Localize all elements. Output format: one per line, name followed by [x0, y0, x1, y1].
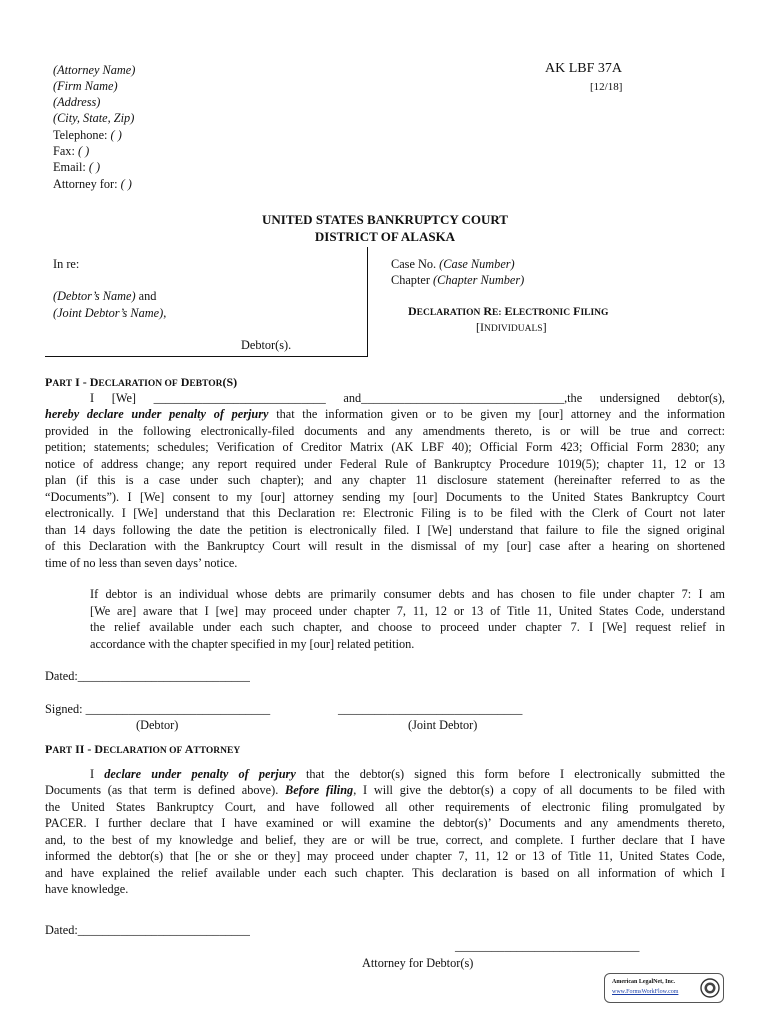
publisher-url[interactable]: www.FormsWorkFlow.com — [612, 989, 679, 995]
comma: , — [163, 306, 167, 320]
part1-line: “Documents”). I [We] consent to my [our] attorney sending my [our] Documents to the United States Bankruptcy Court — [45, 490, 725, 504]
part1-line: provided in the following electronically-filed documents and any amendments thereto, is or will be true and correct: — [45, 424, 725, 438]
chapter7-line: accordance with the chapter specified in my [our] related petition. — [90, 637, 415, 651]
joint-debtor-name: (Joint Debtor’s Name) — [53, 306, 164, 320]
part1-dated-field[interactable]: Dated:____________________________ — [45, 669, 250, 683]
debtor-name-line — [53, 288, 156, 304]
address: (Address) — [53, 95, 101, 109]
attorney-name: (Attorney Name) — [53, 63, 136, 77]
form-id: AK LBF 37A — [545, 61, 623, 76]
debtor-signature-field[interactable]: Signed: ______________________________ — [45, 702, 271, 716]
part1-line: time of no less than seven days’ notice. — [45, 556, 238, 570]
caption-vertical-rule — [367, 247, 368, 357]
part1-line: I [We] ____________________________ and_________________________________,the undersigned debtor(s), — [90, 391, 725, 405]
attorney-signature-caption: Attorney for Debtor(s) — [362, 956, 474, 970]
debtor-caption: (Debtor) — [136, 718, 179, 732]
chapter7-line: [We are] aware that I [we] may proceed under chapter 7, 11, 12 or 13 of Title 11, United States Code, understand — [90, 604, 725, 618]
part1-line: petition; statements; schedules; Verification of Creditor Matrix (AK LBF 40); Official Form 423; Official Form 2830; any — [45, 440, 725, 454]
part2-line: the United States Bankruptcy Court, and have followed all other requirements of electronic filing promulgated by — [45, 800, 725, 814]
telephone-label: Telephone: — [53, 128, 108, 142]
and-word: and — [135, 289, 157, 303]
joint-debtor-signature-field[interactable]: ______________________________ — [338, 702, 523, 716]
city-state-zip: (City, State, Zip) — [53, 111, 135, 125]
part1-heading: PART I - DECLARATION OF DEBTOR(S) — [45, 375, 238, 389]
court-title — [0, 211, 770, 245]
case-no-label: Case No. — [391, 257, 437, 271]
part2-line: Documents (as that term is defined above). Before filing, I will give the debtor(s) a copy of all documents to be filed with — [45, 783, 725, 797]
part2-line: I declare under penalty of perjury that the debtor(s) signed this form before I electronically submitted the — [90, 767, 725, 781]
part1-line: notice of address change; any report required under Federal Rule of Bankruptcy Procedure 1019(5); chapter 11, 12 or 13 — [45, 457, 725, 471]
fax-label: Fax: — [53, 144, 75, 158]
part2-line: PACER. I further declare that I have examined or will examine the debtor(s)’ Documents and any amendments thereto, — [45, 816, 725, 830]
attorney-signature-field[interactable]: ______________________________ — [455, 939, 640, 953]
form-date: [12/18] — [590, 81, 623, 93]
part1-line: of this Declaration with the Bankruptcy Court will result in the dismissal of my [our] case after a hearing on shortened — [45, 539, 725, 553]
part2-line: informed the debtor(s) that [he or she or they] may proceed under chapter 7, 11, 12 or 13 of Title 11, United States Code, — [45, 849, 725, 863]
case-no-value: (Case Number) — [439, 257, 515, 271]
email-line — [53, 159, 100, 175]
publisher-logo — [604, 973, 724, 1003]
court-name: UNITED STATES BANKRUPTCY COURT — [262, 212, 508, 227]
declaration-subtitle: [INDIVIDUALS] — [476, 320, 547, 334]
part2-line: and, to the best of my knowledge and belief, they are or will be true, correct, and complete. I further declare that I have — [45, 833, 725, 847]
case-no-line — [391, 256, 515, 272]
attorney-for-line — [53, 176, 132, 192]
joint-debtor-caption: (Joint Debtor) — [408, 718, 478, 732]
firm-name: (Firm Name) — [53, 79, 118, 93]
fax-line — [53, 143, 89, 159]
part2-line: and have explained the relief available under each such chapter. This declaration is based on all information of which I — [45, 866, 725, 880]
chapter7-line: the relief available under each such chapter, and choose to proceed under chapter 7. I [We] request relief in — [90, 620, 725, 634]
chapter7-line: If debtor is an individual whose debts are primarily consumer debts and has chosen to file under chapter 7: I am — [90, 587, 725, 601]
court-district: DISTRICT OF ALASKA — [314, 229, 456, 244]
part2-dated-field[interactable]: Dated:____________________________ — [45, 923, 250, 937]
part2-line: have knowledge. — [45, 882, 129, 896]
joint-debtor-line — [53, 305, 166, 321]
chapter-line — [391, 272, 524, 288]
part1-line: hereby declare under penalty of perjury that the information given or to be given my [our] attorney and the information — [45, 407, 726, 421]
attorney-for-label: Attorney for: — [53, 177, 118, 191]
publisher-seal-icon — [700, 978, 720, 998]
publisher-name: American LegalNet, Inc. — [612, 979, 675, 985]
chapter-label: Chapter — [391, 273, 430, 287]
telephone-value: ( ) — [110, 128, 122, 142]
declaration-title: DECLARATION RE: ELECTRONIC FILING — [408, 304, 609, 318]
attorney-for-value: ( ) — [120, 177, 132, 191]
caption-horizontal-rule — [45, 356, 368, 357]
debtors-label: Debtor(s). — [241, 338, 292, 352]
email-label: Email: — [53, 160, 86, 174]
debtor-name: (Debtor’s Name) — [53, 289, 136, 303]
in-re-label: In re: — [53, 257, 80, 271]
part2-heading: PART II - DECLARATION OF ATTORNEY — [45, 742, 241, 756]
part1-line: plan (if this is a case under such chapter); and any chapter 11 disclosure statement (hereinafter referred to as the — [45, 473, 725, 487]
part1-line: electronically. I [We] understand that this Declaration re: Electronic Filing is to be filed with the Clerk of Court not later — [45, 506, 725, 520]
part1-line: than 14 days following the date the petition is electronically filed. I [We] understand that failure to file the signed original — [45, 523, 725, 537]
fax-value: ( ) — [77, 144, 90, 158]
chapter-value: (Chapter Number) — [433, 273, 525, 287]
telephone-line — [53, 127, 122, 143]
email-value: ( ) — [88, 160, 101, 174]
